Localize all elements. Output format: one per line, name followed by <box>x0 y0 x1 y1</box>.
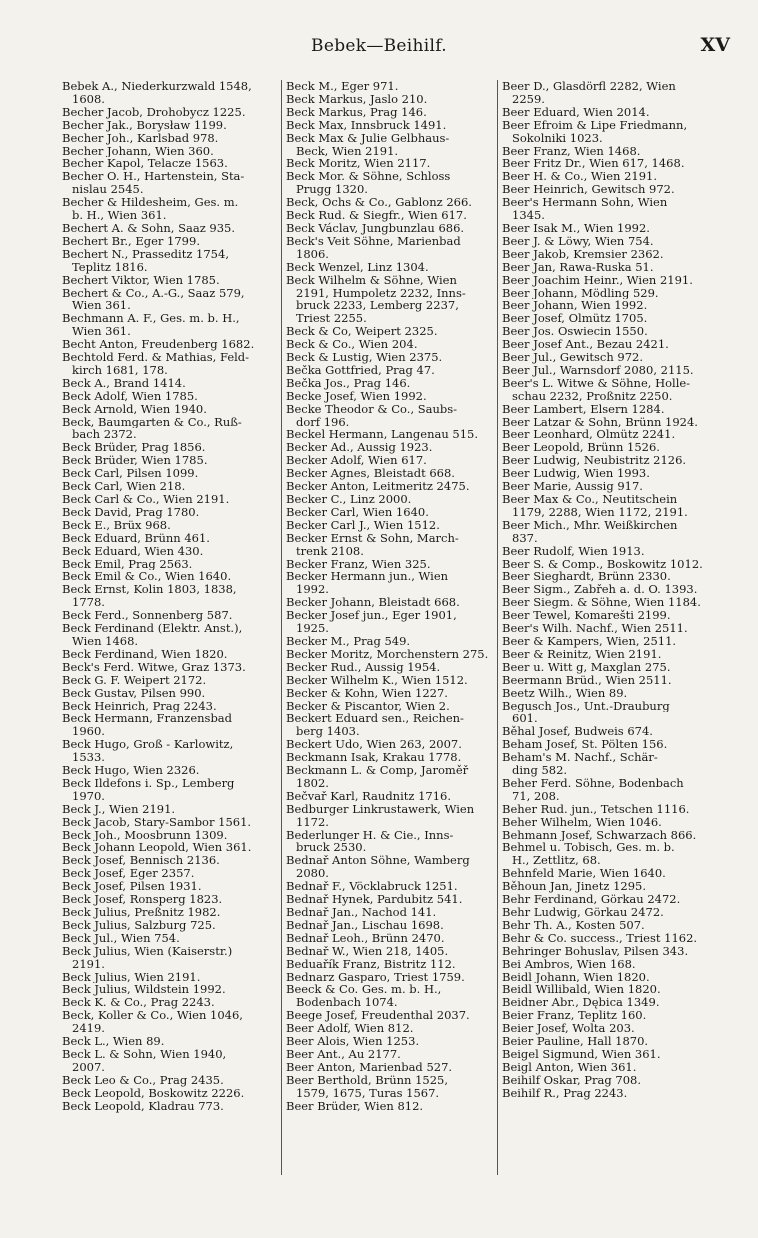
directory-entry: H., Zettlitz, 68. <box>512 854 601 868</box>
directory-entry: Beck Johann Leopold, Wien 361. <box>62 841 252 855</box>
directory-entry: Beck Hermann, Franzensbad <box>62 712 233 726</box>
directory-entry: Beck Julius, Wien (Kaiserstr.) <box>62 944 233 958</box>
directory-entry: Beck's Veit Söhne, Marienbad <box>286 234 461 248</box>
directory-entry: Beck A., Brand 1414. <box>62 376 186 390</box>
directory-entry: Bei Ambros, Wien 168. <box>502 957 636 971</box>
directory-entry: Wien 1468. <box>72 634 139 648</box>
directory-entry: Beck, Baumgarten & Co., Ruß- <box>62 415 242 429</box>
directory-entry: 1960. <box>72 725 105 739</box>
directory-entry: Beck Max, Innsbruck 1491. <box>286 118 447 132</box>
directory-entry: Becher O. H., Hartenstein, Sta- <box>62 170 245 184</box>
directory-entry: Becher Jacob, Drohobycz 1225. <box>62 105 246 119</box>
directory-entry: Becker Wilhelm K., Wien 1512. <box>286 673 468 687</box>
directory-entry: Becker Carl J., Wien 1512. <box>286 518 440 532</box>
directory-entry: Beidl Johann, Wien 1820. <box>502 970 650 984</box>
directory-entry: Beer Jan, Rawa-Ruska 51. <box>502 260 654 274</box>
directory-entry: Beer Ant., Au 2177. <box>286 1047 401 1061</box>
directory-entry: Beer Mich., Mhr. Weißkirchen <box>502 518 678 532</box>
directory-entry: Beer J. & Löwy, Wien 754. <box>502 234 654 248</box>
directory-entry: Becke Theodor & Co., Saubs- <box>286 402 458 416</box>
directory-columns <box>62 80 702 1180</box>
directory-entry: Beck Hugo, Groß - Karlowitz, <box>62 738 234 752</box>
directory-entry: Beck, Ochs & Co., Gablonz 266. <box>286 196 472 210</box>
directory-entry: Beham's M. Nachf., Schär- <box>502 751 658 765</box>
directory-entry: 1345. <box>512 209 545 222</box>
directory-entry: Beeck & Co. Ges. m. b. H., <box>286 983 442 997</box>
directory-entry: Beck Carl, Pilsen 1099. <box>62 467 199 481</box>
directory-entry: Becker Agnes, Bleistadt 668. <box>286 467 455 481</box>
directory-entry: Beidner Abr., Dębica 1349. <box>502 996 660 1010</box>
directory-entry: Beer Jakob, Kremsier 2362. <box>502 247 664 261</box>
directory-entry: Beer Jul., Warnsdorf 2080, 2115. <box>502 363 694 377</box>
directory-entry: kirch 1681, 178. <box>72 363 168 377</box>
directory-entry: Becher Jak., Borysław 1199. <box>62 118 227 132</box>
directory-entry: Beer Brüder, Wien 812. <box>286 1099 424 1113</box>
directory-entry: Beihilf Oskar, Prag 708. <box>502 1073 642 1087</box>
directory-entry: Bechtold Ferd. & Mathias, Feld- <box>62 351 250 364</box>
directory-entry: Beer u. Witt g, Maxglan 275. <box>502 660 671 674</box>
directory-entry: Beier Franz, Teplitz 160. <box>502 1009 647 1023</box>
directory-entry: b. H., Wien 361. <box>72 209 167 222</box>
directory-entry: Prugg 1320. <box>296 183 368 197</box>
directory-entry: Triest 2255. <box>296 312 367 326</box>
directory-entry: Beer & Kampers, Wien, 2511. <box>502 634 677 648</box>
directory-entry: Becker Adolf, Wien 617. <box>286 454 427 468</box>
directory-entry: Bednař F., Vöcklabruck 1251. <box>286 880 458 894</box>
directory-entry: Beer Berthold, Brünn 1525, <box>286 1073 449 1087</box>
directory-entry: Bodenbach 1074. <box>296 996 398 1010</box>
directory-entry: Beetz Wilh., Wien 89. <box>502 686 628 700</box>
directory-entry: Beher Ferd. Söhne, Bodenbach <box>502 776 684 790</box>
directory-entry: 1970. <box>72 789 105 803</box>
directory-entry: Sokolniki 1023. <box>512 131 603 145</box>
directory-entry: Beer Adolf, Wien 812. <box>286 1022 414 1036</box>
directory-entry: Bednař Jan., Lischau 1698. <box>286 918 444 932</box>
directory-entry: Beck Václav, Jungbunzlau 686. <box>286 221 465 235</box>
directory-entry: Beckert Eduard sen., Reichen- <box>286 712 464 726</box>
directory-entry: Teplitz 1816. <box>72 260 148 274</box>
directory-entry: Bechmann A. F., Ges. m. b. H., <box>62 312 240 326</box>
directory-entry: Behmel u. Tobisch, Ges. m. b. <box>502 841 675 855</box>
directory-entry: Beck Eduard, Brünn 461. <box>62 531 210 545</box>
directory-entry: Beckel Hermann, Langenau 515. <box>286 428 479 442</box>
directory-entry: Behr & Co. success., Triest 1162. <box>502 931 698 945</box>
directory-entry: Becher & Hildesheim, Ges. m. <box>62 196 239 210</box>
directory-entry: Beckmann L. & Comp, Jaroměř <box>286 764 469 777</box>
directory-entry: Beer Marie, Aussig 917. <box>502 480 643 493</box>
directory-entry: Beckmann Isak, Krakau 1778. <box>286 751 462 765</box>
directory-entry: dorf 196. <box>296 415 350 429</box>
directory-entry: Beer Anton, Marienbad 527. <box>286 1060 453 1074</box>
directory-entry: Beer Max & Co., Neutitschein <box>502 493 678 506</box>
directory-entry: Behmann Josef, Schwarzach 866. <box>502 828 697 842</box>
directory-entry: nislau 2545. <box>72 183 144 197</box>
directory-entry: Beer Efroim & Lipe Friedmann, <box>502 118 688 132</box>
directory-entry: Běhoun Jan, Jinetz 1295. <box>502 880 646 894</box>
directory-entry: Becker Rud., Aussig 1954. <box>286 660 441 674</box>
directory-entry: Beck Julius, Preßnitz 1982. <box>62 906 221 919</box>
directory-entry: Beck Hugo, Wien 2326. <box>62 764 200 777</box>
directory-entry: 2191. <box>72 957 105 971</box>
directory-entry: Beck Julius, Wien 2191. <box>62 970 201 984</box>
directory-entry: Beck Heinrich, Prag 2243. <box>62 699 217 713</box>
directory-entry: 1533. <box>72 751 105 765</box>
directory-entry: Beck Carl, Wien 218. <box>62 480 186 493</box>
directory-entry: 1925. <box>296 622 329 635</box>
directory-entry: Beer Josef Ant., Bezau 2421. <box>502 338 669 352</box>
directory-entry: Beck, Wien 2191. <box>296 144 399 158</box>
directory-entry: Becker Franz, Wien 325. <box>286 557 431 571</box>
directory-entry: Becker Hermann jun., Wien <box>286 570 449 584</box>
directory-entry: Beer Eduard, Wien 2014. <box>502 105 650 119</box>
directory-entry: Bednař Leoh., Brünn 2470. <box>286 931 445 945</box>
directory-entry: 1579, 1675, Turas 1567. <box>296 1086 440 1100</box>
directory-entry: Beck Josef, Eger 2357. <box>62 867 195 881</box>
directory-entry: Běhal Josef, Budweis 674. <box>502 725 653 739</box>
directory-entry: Beck & Co., Wien 204. <box>286 338 418 352</box>
directory-entry: Becher Kapol, Telacze 1563. <box>62 157 228 171</box>
directory-entry: Beck Emil, Prag 2563. <box>62 557 193 571</box>
directory-entry: Becker & Piscantor, Wien 2. <box>286 699 450 713</box>
directory-entry: Beer Leonhard, Olmütz 2241. <box>502 428 676 442</box>
directory-entry: Bednař Hynek, Pardubitz 541. <box>286 893 463 906</box>
directory-entry: Beck Ferdinand, Wien 1820. <box>62 647 228 661</box>
directory-entry: Becker Ernst & Sohn, March- <box>286 531 459 545</box>
directory-entry: Bechert & Co., A.-G., Saaz 579, <box>62 286 245 300</box>
directory-entry: Beer Tewel, Komarešti 2199. <box>502 609 671 623</box>
directory-entry: Beer's Hermann Sohn, Wien <box>502 196 668 210</box>
directory-entry: Beermann Brüd., Wien 2511. <box>502 673 672 687</box>
directory-entry: 1806. <box>296 247 329 261</box>
directory-entry: Beer Heinrich, Gewitsch 972. <box>502 183 675 197</box>
directory-entry: 1802. <box>296 776 329 790</box>
directory-entry: Beer Leopold, Brünn 1526. <box>502 441 660 455</box>
directory-entry: Becker M., Prag 549. <box>286 634 411 648</box>
directory-entry: Beer Siegm. & Söhne, Wien 1184. <box>502 596 701 610</box>
directory-entry: Becke Josef, Wien 1992. <box>286 389 427 403</box>
directory-entry: Behr Ferdinand, Görkau 2472. <box>502 893 681 906</box>
directory-entry: Beer Isak M., Wien 1992. <box>502 221 650 235</box>
directory-entry: Beer Ludwig, Neubistritz 2126. <box>502 454 687 468</box>
directory-entry: Beigel Sigmund, Wien 361. <box>502 1047 661 1061</box>
directory-entry: Bechert A. & Sohn, Saaz 935. <box>62 221 236 235</box>
directory-entry: 1992. <box>296 583 329 597</box>
directory-entry: Beier Josef, Wolta 203. <box>502 1022 635 1036</box>
directory-entry: Becher Joh., Karlsbad 978. <box>62 131 219 145</box>
directory-entry: Beck Josef, Pilsen 1931. <box>62 880 202 894</box>
directory-entry: Bednarz Gasparo, Triest 1759. <box>286 970 465 984</box>
directory-entry: Beck Ernst, Kolin 1803, 1838, <box>62 583 237 597</box>
directory-entry: 1608. <box>72 92 105 106</box>
directory-entry: Bednař W., Wien 218, 1405. <box>286 944 449 958</box>
directory-entry: Beck Josef, Bennisch 2136. <box>62 854 220 868</box>
directory-entry: Beck Markus, Jaslo 210. <box>286 92 428 106</box>
directory-entry: Bečka Gottfried, Prag 47. <box>286 363 435 377</box>
directory-entry: 1179, 2288, Wien 1172, 2191. <box>512 505 688 519</box>
directory-entry: 837. <box>512 531 538 545</box>
directory-entry: Beer S. & Comp., Boskowitz 1012. <box>502 557 703 571</box>
directory-entry: Beer Latzar & Sohn, Brünn 1924. <box>502 415 698 429</box>
directory-entry: Behnfeld Marie, Wien 1640. <box>502 867 666 881</box>
directory-entry: bach 2372. <box>72 428 137 442</box>
column-2 <box>281 80 494 1175</box>
directory-entry: 71, 208. <box>512 789 560 803</box>
directory-entry: Beck Moritz, Wien 2117. <box>286 157 431 171</box>
page-header-title: Bebek—Beihilf. <box>311 36 447 56</box>
directory-entry: Beduařík Franz, Bistritz 112. <box>286 957 456 971</box>
directory-entry: Beck E., Brüx 968. <box>62 518 171 532</box>
directory-entry: Beher Rud. jun., Tetschen 1116. <box>502 802 690 816</box>
directory-entry: Behringer Bohuslav, Pilsen 343. <box>502 944 689 958</box>
directory-entry: Beckert Udo, Wien 263, 2007. <box>286 738 462 752</box>
directory-entry: Becker C., Linz 2000. <box>286 493 412 506</box>
directory-entry: Becher Johann, Wien 360. <box>62 144 214 158</box>
directory-entry: 2419. <box>72 1022 105 1036</box>
directory-entry: Beck Adolf, Wien 1785. <box>62 389 198 403</box>
directory-entry: Beer & Reinitz, Wien 2191. <box>502 647 662 661</box>
column-1 <box>62 80 270 1113</box>
directory-entry: Beer Sieghardt, Brünn 2330. <box>502 570 671 584</box>
directory-entry: Behr Ludwig, Görkau 2472. <box>502 906 664 919</box>
directory-entry: Wien 361. <box>72 325 131 339</box>
directory-entry: Beck Julius, Wildstein 1992. <box>62 983 226 997</box>
directory-entry: Beck Max & Julie Gelbhaus- <box>286 131 450 145</box>
directory-entry: Beck Wilhelm & Söhne, Wien <box>286 273 457 287</box>
directory-entry: Beck Ferdinand (Elektr. Anst.), <box>62 622 243 635</box>
directory-entry: Beier Pauline, Hall 1870. <box>502 1035 649 1048</box>
directory-entry: Beck Leopold, Kladrau 773. <box>62 1099 224 1113</box>
directory-entry: Beck David, Prag 1780. <box>62 505 200 519</box>
directory-entry: 2191, Humpoletz 2232, Inns- <box>296 286 466 300</box>
directory-entry: Beck G. F. Weipert 2172. <box>62 673 207 687</box>
directory-entry: bruck 2530. <box>296 841 367 855</box>
directory-entry: Beck L., Wien 89. <box>62 1035 165 1048</box>
directory-entry: Beck Josef, Ronsperg 1823. <box>62 893 223 906</box>
directory-entry: Beck Leopold, Boskowitz 2226. <box>62 1086 245 1100</box>
directory-entry: Bečka Jos., Prag 146. <box>286 376 411 390</box>
directory-entry: Beham Josef, St. Pölten 156. <box>502 738 668 752</box>
directory-entry: Beer Rudolf, Wien 1913. <box>502 544 645 558</box>
directory-entry: 1778. <box>72 596 105 610</box>
directory-entry: bruck 2233, Lemberg 2237, <box>296 299 459 313</box>
directory-entry: Beer Johann, Mödling 529. <box>502 286 659 300</box>
directory-entry: Begusch Jos., Unt.-Drauburg <box>502 699 670 713</box>
directory-entry: Beer Sigm., Zabřeh a. d. O. 1393. <box>502 583 698 597</box>
directory-entry: 2080. <box>296 867 329 881</box>
directory-entry: Bebek A., Niederkurzwald 1548, <box>62 80 252 93</box>
directory-entry: Beck's Ferd. Witwe, Graz 1373. <box>62 660 246 674</box>
directory-entry: Beck Joh., Moosbrunn 1309. <box>62 828 228 842</box>
directory-entry: Bednař Jan., Nachod 141. <box>286 906 437 919</box>
directory-entry: Bedburger Linkrustawerk, Wien <box>286 802 475 816</box>
directory-entry: Beck Brüder, Prag 1856. <box>62 441 206 455</box>
directory-entry: Becker Anton, Leitmeritz 2475. <box>286 480 470 493</box>
directory-entry: Beck Markus, Prag 146. <box>286 105 427 119</box>
directory-entry: ding 582. <box>512 764 568 777</box>
directory-entry: Beck Carl & Co., Wien 2191. <box>62 493 230 506</box>
directory-entry: Beck K. & Co., Prag 2243. <box>62 996 215 1010</box>
directory-entry: Bechert N., Prasseditz 1754, <box>62 247 229 261</box>
directory-entry: Beer H. & Co., Wien 2191. <box>502 170 658 184</box>
directory-entry: Beck Jul., Wien 754. <box>62 931 180 945</box>
directory-entry: Beher Wilhelm, Wien 1046. <box>502 815 662 829</box>
directory-entry: 2007. <box>72 1060 105 1074</box>
directory-entry: Beck Ildefons i. Sp., Lemberg <box>62 776 235 790</box>
directory-entry: Beer Fritz Dr., Wien 617, 1468. <box>502 157 685 171</box>
directory-entry: Beer Josef, Olmütz 1705. <box>502 312 648 326</box>
directory-entry: Beck Eduard, Wien 430. <box>62 544 204 558</box>
directory-entry: 2259. <box>512 92 545 106</box>
directory-entry: Becht Anton, Freudenberg 1682. <box>62 338 255 352</box>
column-3 <box>497 80 708 1175</box>
directory-entry: Beer Lambert, Elsern 1284. <box>502 402 665 416</box>
page-number: XV <box>700 34 730 56</box>
directory-entry: Beck M., Eger 971. <box>286 80 399 93</box>
directory-entry: Beck Gustav, Pilsen 990. <box>62 686 206 700</box>
directory-entry: Beege Josef, Freudenthal 2037. <box>286 1009 470 1023</box>
directory-entry: Bednař Anton Söhne, Wamberg <box>286 854 470 868</box>
directory-entry: Beidl Willibald, Wien 1820. <box>502 983 661 997</box>
directory-entry: Beigl Anton, Wien 361. <box>502 1060 637 1074</box>
directory-entry: Beck J., Wien 2191. <box>62 802 176 816</box>
directory-entry: Beck Emil & Co., Wien 1640. <box>62 570 232 584</box>
directory-entry: Beck Ferd., Sonnenberg 587. <box>62 609 233 623</box>
directory-entry: Beer's L. Witwe & Söhne, Holle- <box>502 376 691 390</box>
directory-entry: Behr Th. A., Kosten 507. <box>502 918 645 932</box>
directory-entry: Bechert Br., Eger 1799. <box>62 234 200 248</box>
directory-entry: Beer's Wilh. Nachf., Wien 2511. <box>502 622 688 635</box>
directory-entry: Beihilf R., Prag 2243. <box>502 1086 628 1100</box>
directory-entry: Becker & Kohn, Wien 1227. <box>286 686 448 700</box>
directory-entry: Bečvař Karl, Raudnitz 1716. <box>286 789 452 803</box>
directory-entry: Bechert Viktor, Wien 1785. <box>62 273 220 287</box>
directory-entry: Beck, Koller & Co., Wien 1046, <box>62 1009 243 1023</box>
directory-entry: berg 1403. <box>296 725 360 739</box>
directory-entry: Becker Johann, Bleistadt 668. <box>286 596 460 610</box>
directory-entry: Becker Carl, Wien 1640. <box>286 505 429 519</box>
directory-entry: Becker Ad., Aussig 1923. <box>286 441 433 455</box>
directory-entry: Becker Moritz, Morchenstern 275. <box>286 647 489 661</box>
directory-entry: schau 2232, Proßnitz 2250. <box>512 389 673 403</box>
directory-entry: Beck Leo & Co., Prag 2435. <box>62 1073 224 1087</box>
directory-entry: Beck Wenzel, Linz 1304. <box>286 260 429 274</box>
directory-entry: Beer Jul., Gewitsch 972. <box>502 351 644 364</box>
directory-entry: Bederlunger H. & Cie., Inns- <box>286 828 454 842</box>
directory-entry: trenk 2108. <box>296 544 364 558</box>
directory-entry: Beck Brüder, Wien 1785. <box>62 454 208 468</box>
directory-entry: Beck & Lustig, Wien 2375. <box>286 351 443 364</box>
directory-entry: Beer Joachim Heinr., Wien 2191. <box>502 273 693 287</box>
directory-entry: Beck Rud. & Siegfr., Wien 617. <box>286 209 467 222</box>
directory-entry: Beck Mor. & Söhne, Schloss <box>286 170 451 184</box>
directory-entry: Beer Jos. Oswiecin 1550. <box>502 325 648 339</box>
directory-entry: Beer Ludwig, Wien 1993. <box>502 467 650 481</box>
directory-entry: 1172. <box>296 815 329 829</box>
directory-entry: 601. <box>512 712 538 726</box>
directory-entry: Beck Jacob, Stary-Sambor 1561. <box>62 815 252 829</box>
directory-entry: Becker Josef jun., Eger 1901, <box>286 609 457 623</box>
directory-entry: Beck Arnold, Wien 1940. <box>62 402 207 416</box>
directory-entry: Beck Julius, Salzburg 725. <box>62 918 216 932</box>
directory-entry: Beer Franz, Wien 1468. <box>502 144 641 158</box>
directory-entry: Beer D., Glasdörfl 2282, Wien <box>502 80 676 93</box>
directory-entry: Beck & Co, Weipert 2325. <box>286 325 438 339</box>
directory-entry: Wien 361. <box>72 299 131 313</box>
directory-entry: Beer Alois, Wien 1253. <box>286 1035 420 1048</box>
directory-entry: Beer Johann, Wien 1992. <box>502 299 648 313</box>
directory-entry: Beck L. & Sohn, Wien 1940, <box>62 1047 227 1061</box>
